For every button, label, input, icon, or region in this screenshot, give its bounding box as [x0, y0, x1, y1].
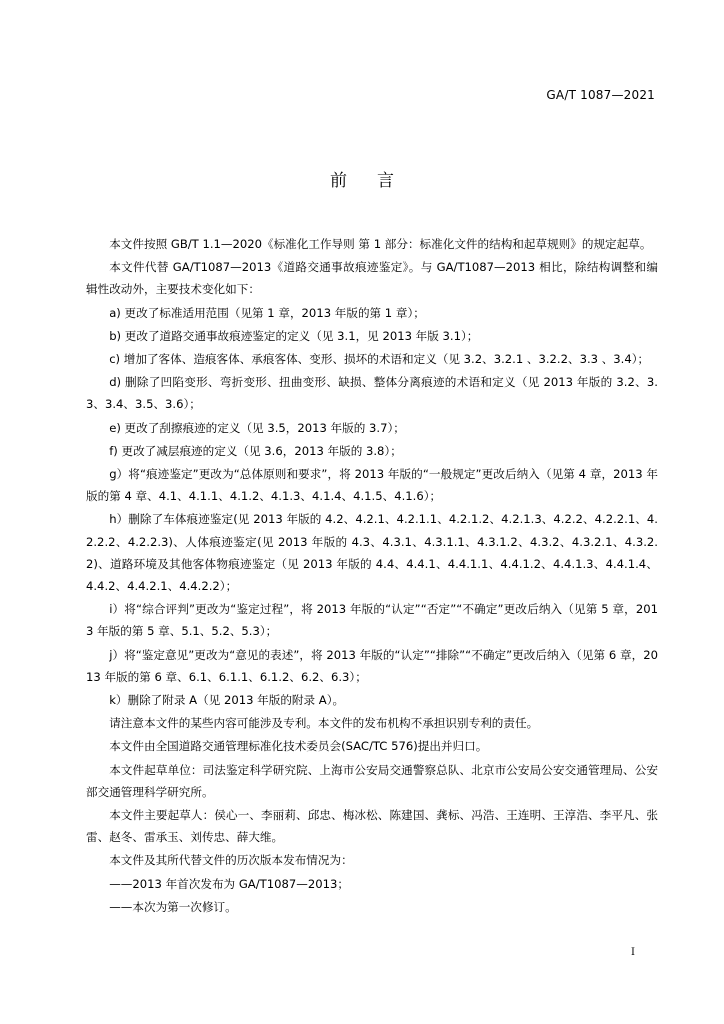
page-title: 前言: [330, 171, 424, 191]
change-item-f: f) 更改了减层痕迹的定义（见 3.6，2013 年版的 3.8）；: [109, 443, 402, 458]
history-item-2013: ——2013 年首次发布为 GA/T1087—2013；: [109, 876, 349, 891]
document-body: [86, 233, 658, 919]
history-item-revision: ——本次为第一次修订。: [109, 899, 237, 914]
change-item-k: k）删除了附录 A（见 2013 年版的附录 A）。: [109, 693, 345, 708]
change-item-j: j）将“鉴定意见”更改为“意见的表述”，将 2013 年版的“认定”“排除”“不确定”更改后纳入（见第 6 章，2013 年版的第 6 章、6.1、6.1.1、6.1.2、6.2、6.3）；: [86, 647, 658, 684]
paragraph-history-intro: 本文件及其所代替文件的历次版本发布情况为：: [109, 853, 353, 868]
paragraph-drafting-units: 本文件起草单位：司法鉴定科学研究院、上海市公安局交通警察总队、北京市公安局公安交通管理局、公安部交通管理科学研究所。: [86, 762, 658, 799]
paragraph-drafting-rules: 本文件按照 GB/T 1.1—2020《标准化工作导则 第 1 部分：标准化文件的结构和起草规则》的规定起草。: [109, 237, 652, 251]
change-item-i: i）将“综合评判”更改为“鉴定过程”，将 2013 年版的“认定”“否定”“不确定”更改后纳入（见第 5 章，2013 年版的第 5 章、5.1、5.2、5.3）；: [86, 602, 658, 639]
change-item-h: h）删除了车体痕迹鉴定(见 2013 年版的 4.2、4.2.1、4.2.1.1、4.2.1.2、4.2.1.3、4.2.2、4.2.2.1、4.2.2.2、4.2.2.3)、人体痕迹鉴定(见 2013 年版的 4.3、4.3.1、4.3.1.1、4.3.1.2、4.3.2、4.3.2.1、4.3.2.2)、道路环境及其他客体物痕迹鉴定（见 2013 年版的 4.4、4.4.1、4.4.1.1、4.4.1.2、4.4.1.3、4.4.1.4、4.4.2、4.4.2.1、4.4.2.2）；: [86, 512, 658, 594]
page-number: I: [631, 947, 635, 958]
paragraph-proposer: 本文件由全国道路交通管理标准化技术委员会(SAC/TC 576)提出并归口。: [109, 739, 488, 754]
change-item-d: d) 删除了凹陷变形、弯折变形、扭曲变形、缺损、整体分离痕迹的术语和定义（见 2013 年版的 3.2、3.3、3.4、3.5、3.6）；: [86, 375, 658, 412]
change-item-a: a) 更改了标准适用范围（见第 1 章，2013 年版的第 1 章）；: [109, 305, 425, 320]
paragraph-replacement: 本文件代替 GA/T1087—2013《道路交通事故痕迹鉴定》。与 GA/T1087—2013 相比，除结构调整和编辑性改动外，主要技术变化如下：: [86, 260, 658, 297]
paragraph-drafters: 本文件主要起草人：侯心一、李丽莉、邱忠、梅冰松、陈建国、龚标、冯浩、王连明、王淳浩、李平凡、张雷、赵冬、雷承玉、刘传忠、薛大维。: [86, 808, 658, 845]
change-item-e: e) 更改了刮擦痕迹的定义（见 3.5，2013 年版的 3.7）；: [109, 420, 405, 435]
change-item-b: b) 更改了道路交通事故痕迹鉴定的定义（见 3.1，见 2013 年版 3.1）；: [109, 328, 479, 343]
standard-code: GA/T 1087—2021: [546, 88, 655, 102]
change-item-c: c) 增加了客体、造痕客体、承痕客体、变形、损坏的术语和定义（见 3.2、3.2.1 、3.2.2、3.3 、3.4）；: [109, 352, 650, 367]
change-item-g: g）将“痕迹鉴定”更改为“总体原则和要求”，将 2013 年版的“一般规定”更改后纳入（见第 4 章，2013 年版的第 4 章、4.1、4.1.1、4.1.2、4.1.3、4.1.4、4.1.5、4.1.6）；: [86, 467, 658, 504]
paragraph-patent-notice: 请注意本文件的某些内容可能涉及专利。本文件的发布机构不承担识别专利的责任。: [109, 716, 539, 731]
